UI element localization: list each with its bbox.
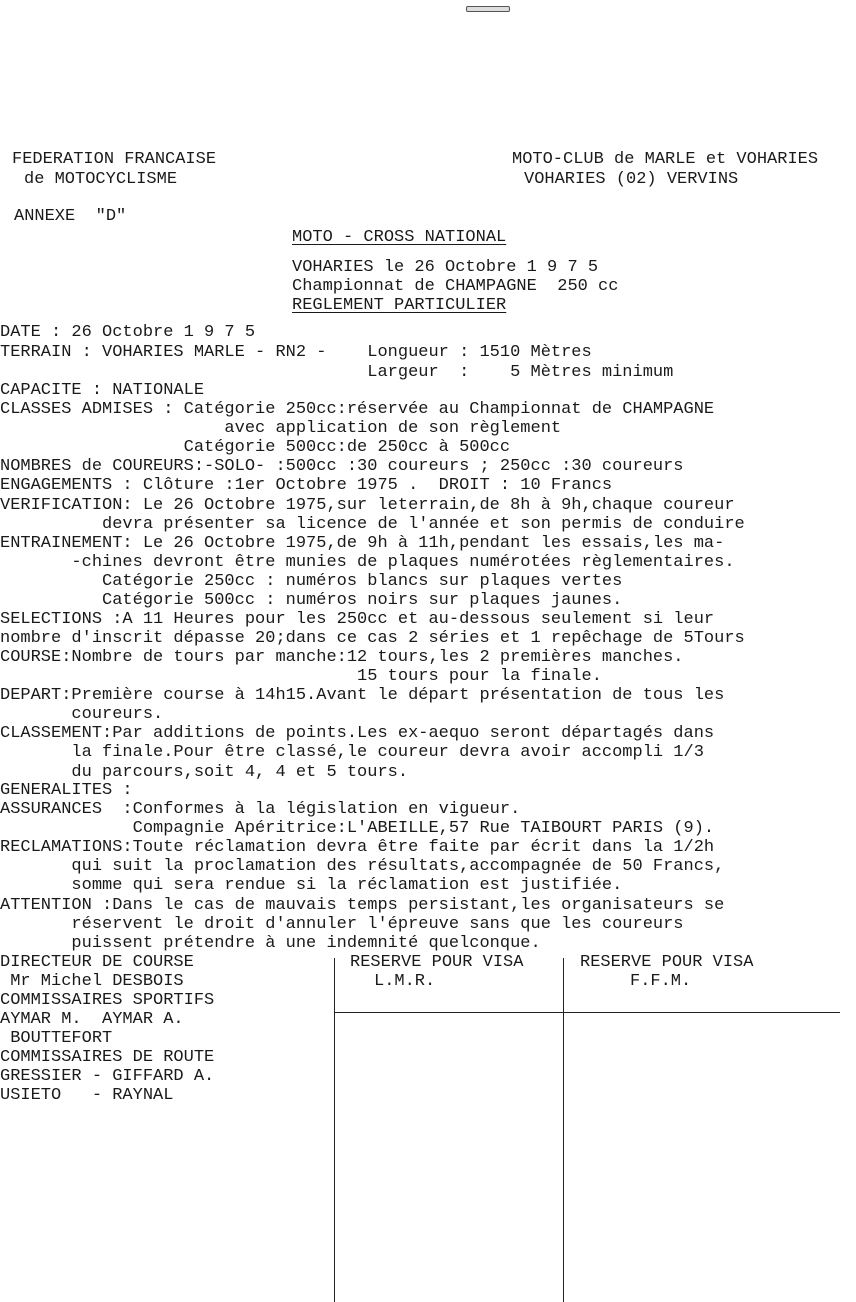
- official-line: GRESSIER - GIFFARD A.: [0, 1067, 215, 1086]
- visa-divider-left: [334, 958, 335, 1302]
- annex-label: ANNEXE "D": [14, 207, 127, 226]
- federation-name: FEDERATION FRANCAISE: [12, 150, 217, 169]
- body-line: ASSURANCES :Conformes à la législation en vigueur.: [0, 800, 521, 819]
- body-line: somme qui sera rendue si la réclamation est justifiée.: [0, 876, 623, 895]
- body-line: coureurs.: [0, 705, 164, 724]
- club-name: MOTO-CLUB de MARLE et VOHARIES: [512, 150, 819, 169]
- body-line: DEPART:Première course à 14h15.Avant le départ présentation de tous les: [0, 686, 725, 705]
- visa-divider-right: [563, 958, 564, 1302]
- visa-lmr-title: RESERVE POUR VISA: [350, 953, 524, 972]
- federation-subtitle: de MOTOCYCLISME: [24, 170, 178, 189]
- visa-header-rule: [334, 1012, 840, 1013]
- paper-clip-mark: [466, 6, 510, 12]
- body-line: COURSE:Nombre de tours par manche:12 tours,les 2 premières manches.: [0, 648, 684, 667]
- body-line: CAPACITE : NATIONALE: [0, 381, 205, 400]
- body-line: Catégorie 250cc : numéros blancs sur plaques vertes: [0, 572, 623, 591]
- event-place-date: VOHARIES le 26 Octobre 1 9 7 5: [292, 258, 599, 277]
- body-line: 15 tours pour la finale.: [0, 667, 602, 686]
- event-title: MOTO - CROSS NATIONAL: [292, 228, 507, 247]
- body-line: ATTENTION :Dans le cas de mauvais temps persistant,les organisateurs se: [0, 896, 725, 915]
- official-line: COMMISSAIRES DE ROUTE: [0, 1048, 215, 1067]
- body-line: Catégorie 500cc:de 250cc à 500cc: [0, 438, 511, 457]
- official-line: COMMISSAIRES SPORTIFS: [0, 991, 215, 1010]
- body-line: CLASSES ADMISES : Catégorie 250cc:réservée au Championnat de CHAMPAGNE: [0, 400, 715, 419]
- visa-lmr-org: L.M.R.: [374, 972, 436, 991]
- club-address: VOHARIES (02) VERVINS: [524, 170, 739, 189]
- body-line: DATE : 26 Octobre 1 9 7 5: [0, 323, 256, 342]
- championship-line: Championnat de CHAMPAGNE 250 cc: [292, 277, 619, 296]
- visa-ffm-title: RESERVE POUR VISA: [580, 953, 754, 972]
- body-line: TERRAIN : VOHARIES MARLE - RN2 - Longueur : 1510 Mètres: [0, 343, 592, 362]
- body-line: la finale.Pour être classé,le coureur devra avoir accompli 1/3: [0, 743, 704, 762]
- body-line: GENERALITES :: [0, 781, 133, 800]
- body-line: Largeur : 5 Mètres minimum: [0, 363, 674, 382]
- body-line: avec application de son règlement: [0, 419, 562, 438]
- official-line: AYMAR M. AYMAR A.: [0, 1010, 184, 1029]
- body-line: VERIFICATION: Le 26 Octobre 1975,sur leterrain,de 8h à 9h,chaque coureur: [0, 496, 735, 515]
- body-line: qui suit la proclamation des résultats,accompagnée de 50 Francs,: [0, 857, 725, 876]
- body-line: SELECTIONS :A 11 Heures pour les 250cc et au-dessous seulement si leur: [0, 610, 715, 629]
- official-line: Mr Michel DESBOIS: [0, 972, 184, 991]
- official-line: DIRECTEUR DE COURSE: [0, 953, 194, 972]
- rules-title: REGLEMENT PARTICULIER: [292, 296, 507, 315]
- body-line: NOMBRES de COUREURS:-SOLO- :500cc :30 coureurs ; 250cc :30 coureurs: [0, 457, 684, 476]
- body-line: CLASSEMENT:Par additions de points.Les ex-aequo seront départagés dans: [0, 724, 715, 743]
- body-line: devra présenter sa licence de l'année et son permis de conduire: [0, 515, 745, 534]
- body-line: puissent prétendre à une indemnité quelconque.: [0, 934, 541, 953]
- body-line: ENGAGEMENTS : Clôture :1er Octobre 1975 . DROIT : 10 Francs: [0, 476, 613, 495]
- body-line: -chines devront être munies de plaques numérotées règlementaires.: [0, 553, 735, 572]
- body-line: du parcours,soit 4, 4 et 5 tours.: [0, 763, 409, 782]
- visa-ffm-org: F.F.M.: [630, 972, 692, 991]
- body-line: nombre d'inscrit dépasse 20;dans ce cas 2 séries et 1 repêchage de 5Tours: [0, 629, 745, 648]
- body-line: RECLAMATIONS:Toute réclamation devra être faite par écrit dans la 1/2h: [0, 838, 715, 857]
- body-line: Catégorie 500cc : numéros noirs sur plaques jaunes.: [0, 591, 623, 610]
- body-line: ENTRAINEMENT: Le 26 Octobre 1975,de 9h à 11h,pendant les essais,les ma-: [0, 534, 725, 553]
- official-line: USIETO - RAYNAL: [0, 1086, 174, 1105]
- body-line: réservent le droit d'annuler l'épreuve sans que les coureurs: [0, 915, 684, 934]
- official-line: BOUTTEFORT: [0, 1029, 113, 1048]
- body-line: Compagnie Apéritrice:L'ABEILLE,57 Rue TAIBOURT PARIS (9).: [0, 819, 715, 838]
